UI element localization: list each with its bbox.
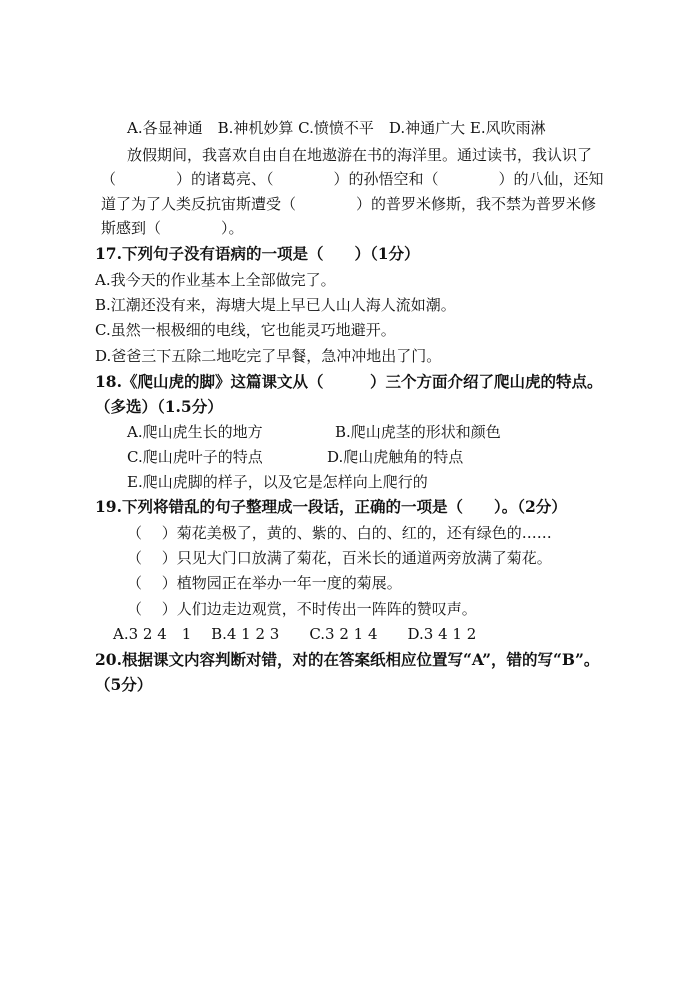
q16-options: A.各显神通 B.神机妙算 C.愤愤不平 D.神通广大 E.风吹雨淋	[127, 119, 546, 137]
q17-option-c: C.虽然一根极细的电线，它也能灵巧地避开。	[95, 321, 396, 339]
q18-stem-continued: （多选）（1.5分）	[95, 397, 223, 416]
q17-option-b: B.江潮还没有来，海塘大堤上早已人山人海人流如潮。	[95, 296, 456, 314]
q18-stem: 18.《爬山虎的脚》这篇课文从（ ）三个方面介绍了爬山虎的特点。	[95, 372, 603, 391]
q19-stem: 19.下列将错乱的句子整理成一段话，正确的一项是（ ）。（2分）	[95, 497, 567, 516]
q20-stem: 20.根据课文内容判断对错，对的在答案纸相应位置写“A”，错的写“B”。	[95, 650, 600, 669]
q19-sentence: （ ）植物园正在举办一年一度的菊展。	[127, 574, 402, 592]
q17-stem: 17.下列句子没有语病的一项是（ ）（1分）	[95, 244, 420, 263]
q18-option-a: A.爬山虎生长的地方	[127, 423, 263, 441]
q16-passage-line: 斯感到（ ）。	[101, 219, 244, 237]
q16-passage-line: 放假期间，我喜欢自由自在地遨游在书的海洋里。通过读书，我认识了	[127, 146, 593, 164]
q20-stem-continued: （5分）	[95, 675, 153, 694]
q17-option-a: A.我今天的作业基本上全部做完了。	[95, 271, 336, 289]
q19-sentence: （ ）菊花美极了，黄的、紫的、白的、红的，还有绿色的……	[127, 524, 552, 542]
q16-passage-line: 道了为了人类反抗宙斯遭受（ ）的普罗米修斯，我不禁为普罗米修	[101, 195, 597, 213]
q18-option-e: E.爬山虎脚的样子，以及它是怎样向上爬行的	[127, 473, 428, 491]
q19-sentence: （ ）只见大门口放满了菊花，百米长的通道两旁放满了菊花。	[127, 549, 552, 567]
q19-sentence: （ ）人们边走边观赏，不时传出一阵阵的赞叹声。	[127, 600, 477, 618]
q17-option-d: D.爸爸三下五除二地吃完了早餐，急冲冲地出了门。	[95, 347, 442, 365]
q18-option-d: D.爬山虎触角的特点	[327, 448, 464, 466]
q16-passage-line: （ ）的诸葛亮、（ ）的孙悟空和（ ）的八仙，还知	[101, 170, 604, 188]
q19-choices: A.3 2 4 1 B.4 1 2 3 C.3 2 1 4 D.3 4 1 2	[113, 625, 477, 643]
q18-option-c: C.爬山虎叶子的特点	[127, 448, 263, 466]
q18-option-b: B.爬山虎茎的形状和颜色	[335, 423, 501, 441]
